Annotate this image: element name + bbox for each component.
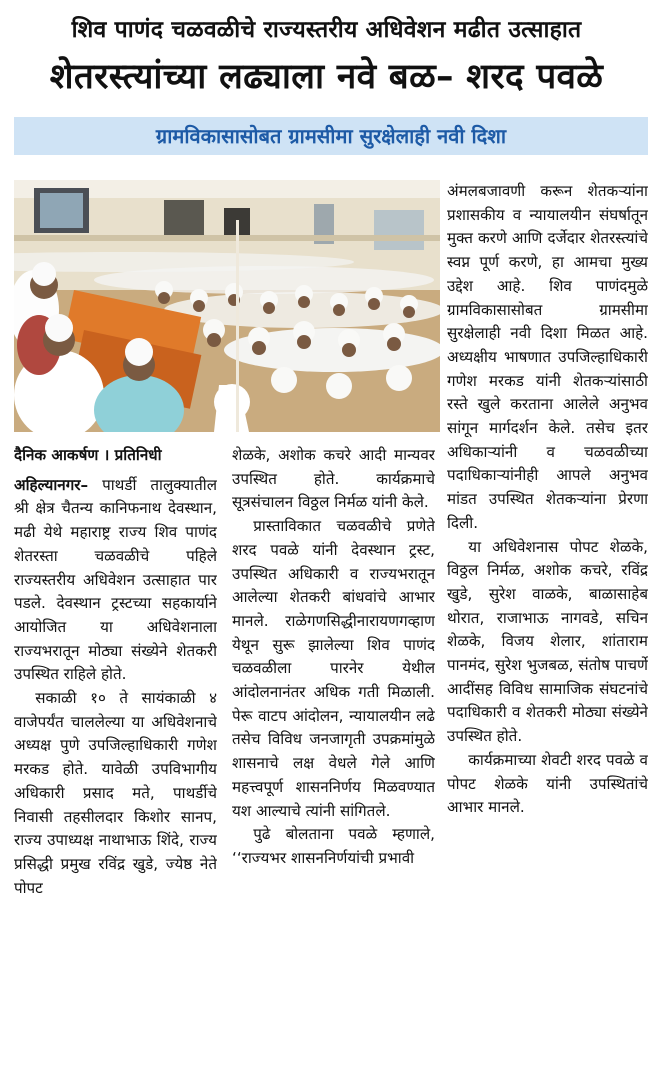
article-column-3 bbox=[447, 180, 648, 1071]
paragraph: पुढे बोलताना पवळे म्हणाले, ‘‘राज्यभर शासननिर्णयांची प्रभावी bbox=[232, 825, 435, 867]
article-column-2 bbox=[232, 444, 435, 1071]
subheadline-band: ग्रामविकासासोबत ग्रामसीमा सुरक्षेलाही नवी दिशा bbox=[14, 117, 648, 155]
main-headline: शेतरस्त्यांच्या लढ्याला नवे बळ– शरद पवळे bbox=[49, 57, 604, 97]
paragraph: सकाळी १० ते सायंकाळी ४ वाजेपर्यंत चाललेल्या या अधिवेशनाचे अध्यक्ष पुणे उपजिल्हाधिकारी गणेश मरकड होते. यावेळी उपविभागीय अधिकारी प्रसाद मते, पाथर्डीचे निवासी तहसीलदार किशोर सानप, राज्य उपाध्यक्ष नाथाभाऊ शिंदे, राज्य प्रसिद्धी प्रमुख रविंद्र खुडे, ज्येष्ठ नेते पोपट bbox=[14, 689, 217, 897]
byline: दैनिक आकर्षण । प्रतिनिधी bbox=[14, 446, 162, 464]
lead-paragraph bbox=[14, 474, 217, 687]
paragraph: या अधिवेशनास पोपट शेळके, विठ्ठल निर्मळ, अशोक कचरे, रविंद्र खुडे, सुरेश वाळके, बाळासाहेब थोरात, राजाभाऊ नागवडे, सचिन शेळके, विजय शेलार, शांताराम पानमंद, सुरेश भुजबळ, संतोष पाचर्णे आदींसह विविध सामाजिक संघटनांचे पदाधिकारी व शेतकरी मोठ्या संख्येने उपस्थित होते. bbox=[447, 537, 648, 746]
paragraph: शेळके, अशोक कचरे आदी मान्यवर उपस्थित होते. कार्यक्रमाचे सूत्रसंचालन विठ्ठल निर्मळ यांनी केले. bbox=[232, 446, 435, 512]
article-column-1 bbox=[14, 444, 217, 1071]
paragraph: प्रास्ताविकात चळवळीचे प्रणेते शरद पवळे यांनी देवस्थान ट्रस्ट, उपस्थित अधिकारी व राज्यभरातून आलेल्या शेतकरी बांधवांचे आभार मानले. राळेगणसिद्धीनारायणगव्हाण येथून सुरू झालेल्या शिव पाणंद चळवळीला पारनेर येथील आंदोलनानंतर अधिक गती मिळाली. पेरू वाटप आंदोलन, न्यायालयीन लढे तसेच विविध जनजागृती उपक्रमांमुळे शासनाचे लक्ष वेधले गेले आणि महत्त्वपूर्ण शासननिर्णय मिळवण्यात यश आल्याचे त्यांनी सांगितले. bbox=[232, 517, 435, 820]
lead-text: पाथर्डी तालुक्यातील श्री क्षेत्र चैतन्य कानिफनाथ देवस्थान, मढी येथे महाराष्ट्र राज्य शिव पाणंद शेतरस्ता चळवळीचे पहिले राज्यस्तरीय अधिवेशन उत्साहात पार पडले. देवस्थान ट्रस्टच्या सहकार्याने आयोजित या अधिवेशनाला राज्यभरातून मोठ्या संख्येने शेतकरी उपस्थित राहिले होते. bbox=[14, 475, 217, 684]
paragraph: अंमलबजावणी करून शेतकऱ्यांना प्रशासकीय व न्यायालयीन संघर्षातून मुक्त करणे आणि दर्जेदार शेतरस्त्यांचे स्वप्न पूर्ण करणे, हा आमचा मुख्य उद्देश आहे. शिव पाणंदमुळे ग्रामविकासासोबत ग्रामसीमा सुरक्षेलाही नवी दिशा मिळत आहे. अध्यक्षीय भाषणात उपजिल्हाधिकारी गणेश मरकड यांनी शेतकऱ्यांसाठी रस्ते खुले करताना आलेले अनुभव सांगून मार्गदर्शन केले. तसेच इतर अधिकाऱ्यांनी व चळवळीच्या पदाधिकाऱ्यांनीही आपले अनुभव मांडत उपस्थित शेतकऱ्यांना प्रेरणा दिली. bbox=[447, 182, 648, 532]
paragraph: कार्यक्रमाच्या शेवटी शरद पवळे व पोपट शेळके यांनी उपस्थितांचे आभार मानले. bbox=[447, 750, 648, 817]
meeting-photo bbox=[14, 180, 440, 432]
dateline: अहिल्यानगर– bbox=[14, 475, 89, 494]
kicker-headline: शिव पाणंद चळवळीचे राज्यस्तरीय अधिवेशन मढीत उत्साहात bbox=[71, 17, 582, 43]
